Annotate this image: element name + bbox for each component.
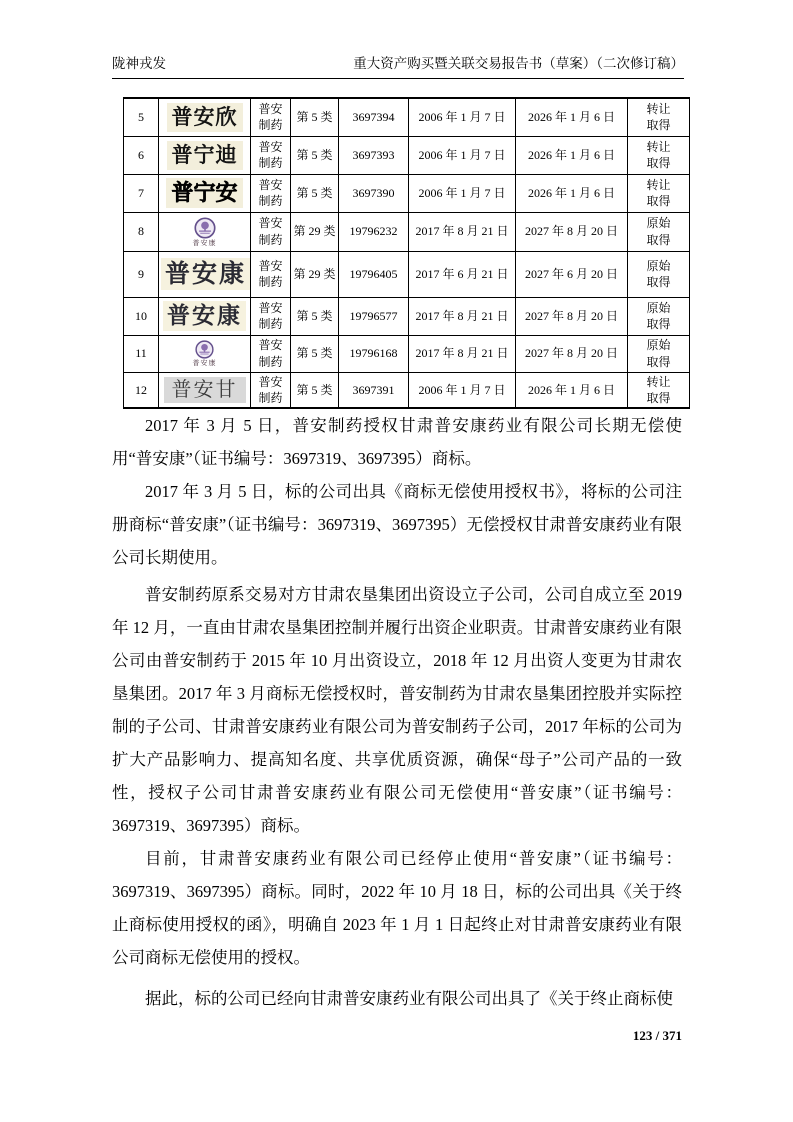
- expiry-date-cell: 2027 年 6 月 20 日: [516, 251, 628, 297]
- puankang-logo-icon: [194, 217, 216, 239]
- table-row: [124, 335, 690, 372]
- reg-no-cell: 19796232: [339, 212, 409, 251]
- reg-no-cell: 19796405: [339, 251, 409, 297]
- reg-no-cell: 3697390: [339, 174, 409, 212]
- paragraph: 据此，标的公司已经向甘肃普安康药业有限公司出具了《关于终止商标使: [145, 989, 673, 1008]
- trademark-table: [123, 97, 690, 409]
- expiry-date-cell: 2027 年 8 月 20 日: [516, 335, 628, 372]
- header-right-title: 重大资产购买暨关联交易报告书（草案）（二次修订稿）: [353, 56, 684, 71]
- class-cell: 第 5 类: [291, 136, 339, 174]
- table-row: [124, 372, 690, 408]
- trademark-cell: [159, 212, 251, 251]
- trademark-image: 普安康: [161, 258, 250, 290]
- paragraph: 2017 年 3 月 5 日，普安制药授权甘肃普安康药业有限公司长期无偿使用“普安康”（证书编号：3697319、3697395）商标。: [112, 416, 682, 468]
- trademark-cell: [159, 174, 251, 212]
- reg-date-cell: 2006 年 1 月 7 日: [409, 136, 516, 174]
- trademark-image: 普宁安: [166, 178, 242, 208]
- reg-date-cell: 2017 年 8 月 21 日: [409, 212, 516, 251]
- table-row: [124, 251, 690, 297]
- row-number-cell: 11: [124, 335, 159, 372]
- body-text: [112, 409, 682, 1015]
- trademark-image: 普宁迪: [167, 141, 243, 170]
- trademark-cell: [159, 251, 251, 297]
- paragraph: 目前，甘肃普安康药业有限公司已经停止使用“普安康”（证书编号：3697319、3697395）商标。同时，2022 年 10 月 18 日，标的公司出具《关于终止商标使用授权的函》，明确自 2023 年 1 月 1 日起终止对甘肃普安康药业有限公司商标无偿使用的授权。: [112, 849, 682, 967]
- trademark-image: [161, 340, 248, 367]
- row-number-cell: 8: [124, 212, 159, 251]
- puankang-logo-icon: [195, 340, 214, 359]
- class-cell: 第 29 类: [291, 212, 339, 251]
- method-cell: 原始取得: [628, 297, 690, 335]
- trademark-image: 普安康: [163, 301, 246, 331]
- expiry-date-cell: 2027 年 8 月 20 日: [516, 212, 628, 251]
- table-row: [124, 136, 690, 174]
- header-left-title: 陇神戎发: [112, 56, 166, 71]
- method-cell: 原始取得: [628, 251, 690, 297]
- method-cell: 原始取得: [628, 335, 690, 372]
- row-number-cell: 6: [124, 136, 159, 174]
- trademark-image: [161, 217, 248, 247]
- expiry-date-cell: 2027 年 8 月 20 日: [516, 297, 628, 335]
- method-cell: 转让取得: [628, 174, 690, 212]
- row-number-cell: 12: [124, 372, 159, 408]
- class-cell: 第 5 类: [291, 174, 339, 212]
- owner-cell: 普安制药: [251, 174, 291, 212]
- expiry-date-cell: 2026 年 1 月 6 日: [516, 372, 628, 408]
- table-row: [124, 98, 690, 136]
- owner-cell: 普安制药: [251, 98, 291, 136]
- trademark-cell: [159, 297, 251, 335]
- reg-date-cell: 2006 年 1 月 7 日: [409, 372, 516, 408]
- method-cell: 转让取得: [628, 98, 690, 136]
- reg-date-cell: 2017 年 8 月 21 日: [409, 335, 516, 372]
- owner-cell: 普安制药: [251, 212, 291, 251]
- trademark-logo-caption: 普安康: [192, 359, 217, 367]
- reg-no-cell: 3697393: [339, 136, 409, 174]
- method-cell: 原始取得: [628, 212, 690, 251]
- trademark-cell: [159, 335, 251, 372]
- class-cell: 第 5 类: [291, 372, 339, 408]
- trademark-cell: [159, 98, 251, 136]
- class-cell: 第 5 类: [291, 335, 339, 372]
- row-number-cell: 7: [124, 174, 159, 212]
- reg-date-cell: 2017 年 8 月 21 日: [409, 297, 516, 335]
- owner-cell: 普安制药: [251, 335, 291, 372]
- table-row: [124, 174, 690, 212]
- paragraph: 2017 年 3 月 5 日，标的公司出具《商标无偿使用授权书》，将标的公司注册商标“普安康”（证书编号：3697319、3697395）无偿授权甘肃普安康药业有限公司长期使用。: [112, 482, 682, 567]
- trademark-cell: [159, 136, 251, 174]
- row-number-cell: 9: [124, 251, 159, 297]
- page-number: 123 / 371: [632, 1028, 682, 1043]
- table-row: [124, 212, 690, 251]
- page-header: [112, 52, 684, 79]
- reg-no-cell: 3697394: [339, 98, 409, 136]
- reg-no-cell: 19796168: [339, 335, 409, 372]
- trademark-image: 普安欣: [167, 103, 243, 132]
- class-cell: 第 5 类: [291, 98, 339, 136]
- reg-no-cell: 19796577: [339, 297, 409, 335]
- method-cell: 转让取得: [628, 372, 690, 408]
- paragraph: 普安制药原系交易对方甘肃农垦集团出资设立子公司，公司自成立至 2019 年 12 月，一直由甘肃农垦集团控制并履行出资企业职责。甘肃普安康药业有限公司由普安制药于 2015 年 10 月出资设立，2018 年 12 月出资人变更为甘肃农垦集团。2017 年 3 月商标无偿授权时，普安制药为甘肃农垦集团控股并实际控制的子公司、甘肃普安康药业有限公司为普安制药子公司，2017 年标的公司为扩大产品影响力、提高知名度、共享优质资源，确保“母子”公司产品的一致性，授权子公司甘肃普安康药业有限公司无偿使用“普安康”（证书编号：3697319、3697395）商标。: [112, 585, 682, 835]
- trademark-logo-caption: 普安康: [192, 238, 217, 247]
- owner-cell: 普安制药: [251, 297, 291, 335]
- table-row: [124, 297, 690, 335]
- class-cell: 第 5 类: [291, 297, 339, 335]
- owner-cell: 普安制药: [251, 372, 291, 408]
- reg-date-cell: 2006 年 1 月 7 日: [409, 174, 516, 212]
- reg-date-cell: 2017 年 6 月 21 日: [409, 251, 516, 297]
- expiry-date-cell: 2026 年 1 月 6 日: [516, 174, 628, 212]
- row-number-cell: 10: [124, 297, 159, 335]
- owner-cell: 普安制药: [251, 136, 291, 174]
- reg-no-cell: 3697391: [339, 372, 409, 408]
- trademark-image: 普安甘: [164, 377, 246, 403]
- reg-date-cell: 2006 年 1 月 7 日: [409, 98, 516, 136]
- class-cell: 第 29 类: [291, 251, 339, 297]
- method-cell: 转让取得: [628, 136, 690, 174]
- row-number-cell: 5: [124, 98, 159, 136]
- expiry-date-cell: 2026 年 1 月 6 日: [516, 98, 628, 136]
- expiry-date-cell: 2026 年 1 月 6 日: [516, 136, 628, 174]
- owner-cell: 普安制药: [251, 251, 291, 297]
- trademark-cell: [159, 372, 251, 408]
